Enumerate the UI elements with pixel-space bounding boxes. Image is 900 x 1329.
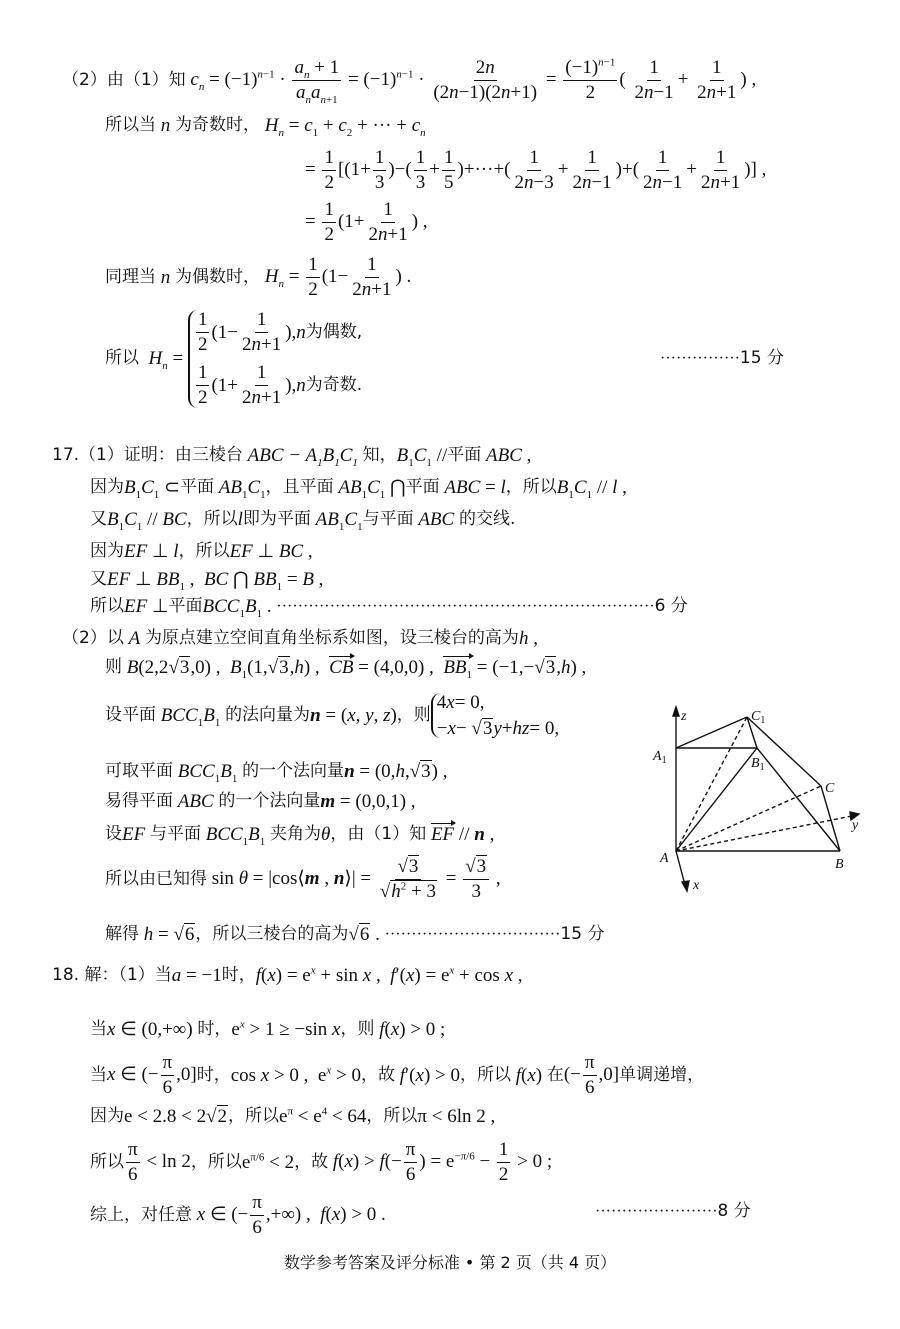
p18-line-5: 所以 $\frac{\pi}{6}$ < ln 2 ，所以 $e^{\pi/6} < 2$ ，故 f(x) > f(− $\frac{\pi}{6}$ ) = $e^{-\pi/6}$ − $\frac{1}{2}$ > 0 ; <box>90 1139 553 1185</box>
normal-system: 4 x = 0, − x − √ 3 y + hz = 0, <box>431 693 559 738</box>
formula-even-result: $H_n$ = $\frac{1}{2}$ (1− $\frac{1}{2n+1}$ ) . <box>264 254 412 300</box>
p17-part2-line-5: 易得平面 ABC 的一个法向量 m = (0,0,1) , <box>105 791 416 812</box>
label-A1: $A_1$ <box>653 749 667 766</box>
x-axis <box>676 851 685 885</box>
p17-part2-line-7: 所以由已知得 sin θ = |cos⟨m , n⟩| = $\frac{√3}{√h^2 + 3}$ = $\frac{√3}{3}$ , <box>105 856 501 902</box>
p18-line-6: 综上，对任意 x ∈ (− $\frac{\pi}{6}$ ,+∞) , f(x) > 0 . <box>90 1192 386 1238</box>
p18-score: ······················· 8 分 <box>595 1201 751 1221</box>
frustum-figure <box>640 700 880 900</box>
label-y: y <box>852 818 859 833</box>
p16-line-odd-result <box>305 200 428 245</box>
formula-cn: $c_n = (-1)^{n-1}$ · $\frac{a_n + 1}{a_na_{n+1}}$ = $(-1)^{n-1}$ · $\frac{2n}{(2n-1)(2n+1)}$ = $\frac{(-1)^{n-1}}{2}$ ( $\frac{1}{2n-1}$ + $\frac{1}{2n+1}$ ) , <box>190 56 757 106</box>
p17-part2-line-2: 则 B(2,2√3,0) , $B_1(1,√3,h)$ , CB = (4,0,0) , $BB_1 = (-1,-√3,h)$ , <box>105 657 587 681</box>
p17-line-1: 17.（1）证明：由三棱台 ABC − $A_1B_1C_1$ 知， $B_1C_1$ // 平面 ABC , <box>52 445 532 469</box>
p16-line-expansion <box>305 148 766 193</box>
p16-score: ··············· 15 分 <box>660 348 784 368</box>
p17-line-4: 因为 EF ⊥ l ，所以 EF ⊥ BC , <box>90 541 313 562</box>
p17-score-6: 6 分 <box>654 596 688 616</box>
p16-line-even-case: 同理当 n 为偶数时， $H_n$ = $\frac{1}{2}$ (1− $\frac{1}{2n+1}$ ) . <box>105 254 412 300</box>
label-A: A <box>660 851 669 866</box>
p17-line-3: 又 $B_1C_1$ // BC ，所以 l 即为平面 $AB_1C_1$ 与平面 ABC 的交线. <box>90 509 516 533</box>
formula-odd-result: = $\frac{1}{2}$ (1+ $\frac{1}{2n+1}$ ) , <box>305 199 428 245</box>
p16-line-cases: 所以 $H_n$ = $\frac{1}{2}$ (1− $\frac{1}{2n+1}$ ), n 为偶数, $\frac{1}{2}$ (1+ $\frac{1}{2n+1}$ ), n 为奇数. <box>105 309 363 408</box>
p17-part2-line-8: 解得 h = √6 ，所以三棱台的高为 √6 . ································· 15 分 <box>105 924 605 945</box>
z-arrow-icon <box>673 707 679 716</box>
p17-part2-line-6: 设 EF 与平面 $BCC_1B_1$ 夹角为 θ ，由（1）知 EF // n , <box>105 824 495 848</box>
dashed-A-C <box>676 786 821 851</box>
p16-part2-label: （2）由（1）知 <box>62 69 186 90</box>
edge-A-B1 <box>676 748 757 851</box>
label-B1: $B_1$ <box>751 756 765 773</box>
p18-line-3: 当 x ∈ (− $\frac{\pi}{6}$ ,0] 时， cos x > 0 , $e^x > 0$ ，故 f′(x) > 0 ，所以 f(x) 在 (− $\frac{\pi}{6}$ ,0] 单调递增， <box>90 1052 705 1098</box>
edge-A1-C1 <box>676 717 747 748</box>
dashed-A-C1 <box>676 717 747 851</box>
label-x: x <box>693 878 700 893</box>
label-z: z <box>681 709 687 724</box>
p17-score-15: 15 分 <box>560 924 605 944</box>
p17-part2-line-3: 设平面 $BCC_1B_1$ 的法向量为 n = (x, y, z) ，则 4 x = 0, − x − √ 3 y + hz = 0, <box>105 692 560 739</box>
p17-line-2: 因为 $B_1C_1$ ⊂ 平面 $AB_1C_1$ ，且平面 $AB_1C_1$ ⋂ 平面 ABC = l ，所以 $B_1C_1$ // l , <box>90 477 627 501</box>
p17-part2-line-4: 可取平面 $BCC_1B_1$ 的一个法向量 n = (0,h,√3) , <box>105 761 448 785</box>
formula-expansion: = $\frac{1}{2}$ [(1+ $\frac{1}{3}$ )−( $\frac{1}{3}$ + $\frac{1}{5}$ )+···+( $\frac{1}{2n-3}$ + $\frac{1}{2n-1}$ )+( $\frac{1}{2n-1}$ + $\frac{1}{2n+1}$ )] , <box>305 147 767 193</box>
p17-line-5: 又 EF ⊥ $BB_1$ , BC ⋂ $BB_1 = B$ , <box>90 569 324 593</box>
label-B: B <box>835 857 844 872</box>
p16-line-odd-case: 所以当 n 为奇数时， $H_n = c_1 + c_2$ + ··· + $c_n$ <box>105 115 426 139</box>
page-footer: 数学参考答案及评分标准 • 第 2 页（共 4 页） <box>283 1253 617 1272</box>
p17-part2-line-1: （2）以 A 为原点建立空间直角坐标系如图，设三棱台的高为 h , <box>62 628 538 649</box>
x-arrow-icon <box>682 881 689 891</box>
edge-B1-B <box>757 748 840 851</box>
formula-hn-sum: $H_n = c_1 + c_2$ + ··· + $c_n$ <box>264 115 426 139</box>
label-C: C <box>825 781 835 796</box>
piecewise-hn: $\frac{1}{2}$ (1− $\frac{1}{2n+1}$ ), n 为偶数, $\frac{1}{2}$ (1+ $\frac{1}{2n+1}$ ), n 为奇数. <box>188 310 362 408</box>
p16-line-cn-definition <box>62 56 757 106</box>
p18-line-1: 18. 解：（1）当 a = −1 时， $f(x) = e^x + \sin x$ , $f'(x) = e^x + \cos x$ , <box>52 964 523 986</box>
p17-line-6: 所以 EF ⊥ 平面 $BCC_1B_1$ . ······································································· 6 分 <box>90 596 688 620</box>
p18-line-4: 因为 e < 2.8 < 2√2 ，所以 $e^\pi < e^4 < 64$ ，所以 π < 6ln 2 , <box>90 1105 496 1127</box>
edge-C1-C <box>747 717 821 786</box>
label-C1: $C_1$ <box>751 709 766 726</box>
p18-line-2: 当 x ∈ (0,+∞) 时， $e^x > 1 \ge -\sin$ x ，则 f(x) > 0 ; <box>90 1018 446 1040</box>
